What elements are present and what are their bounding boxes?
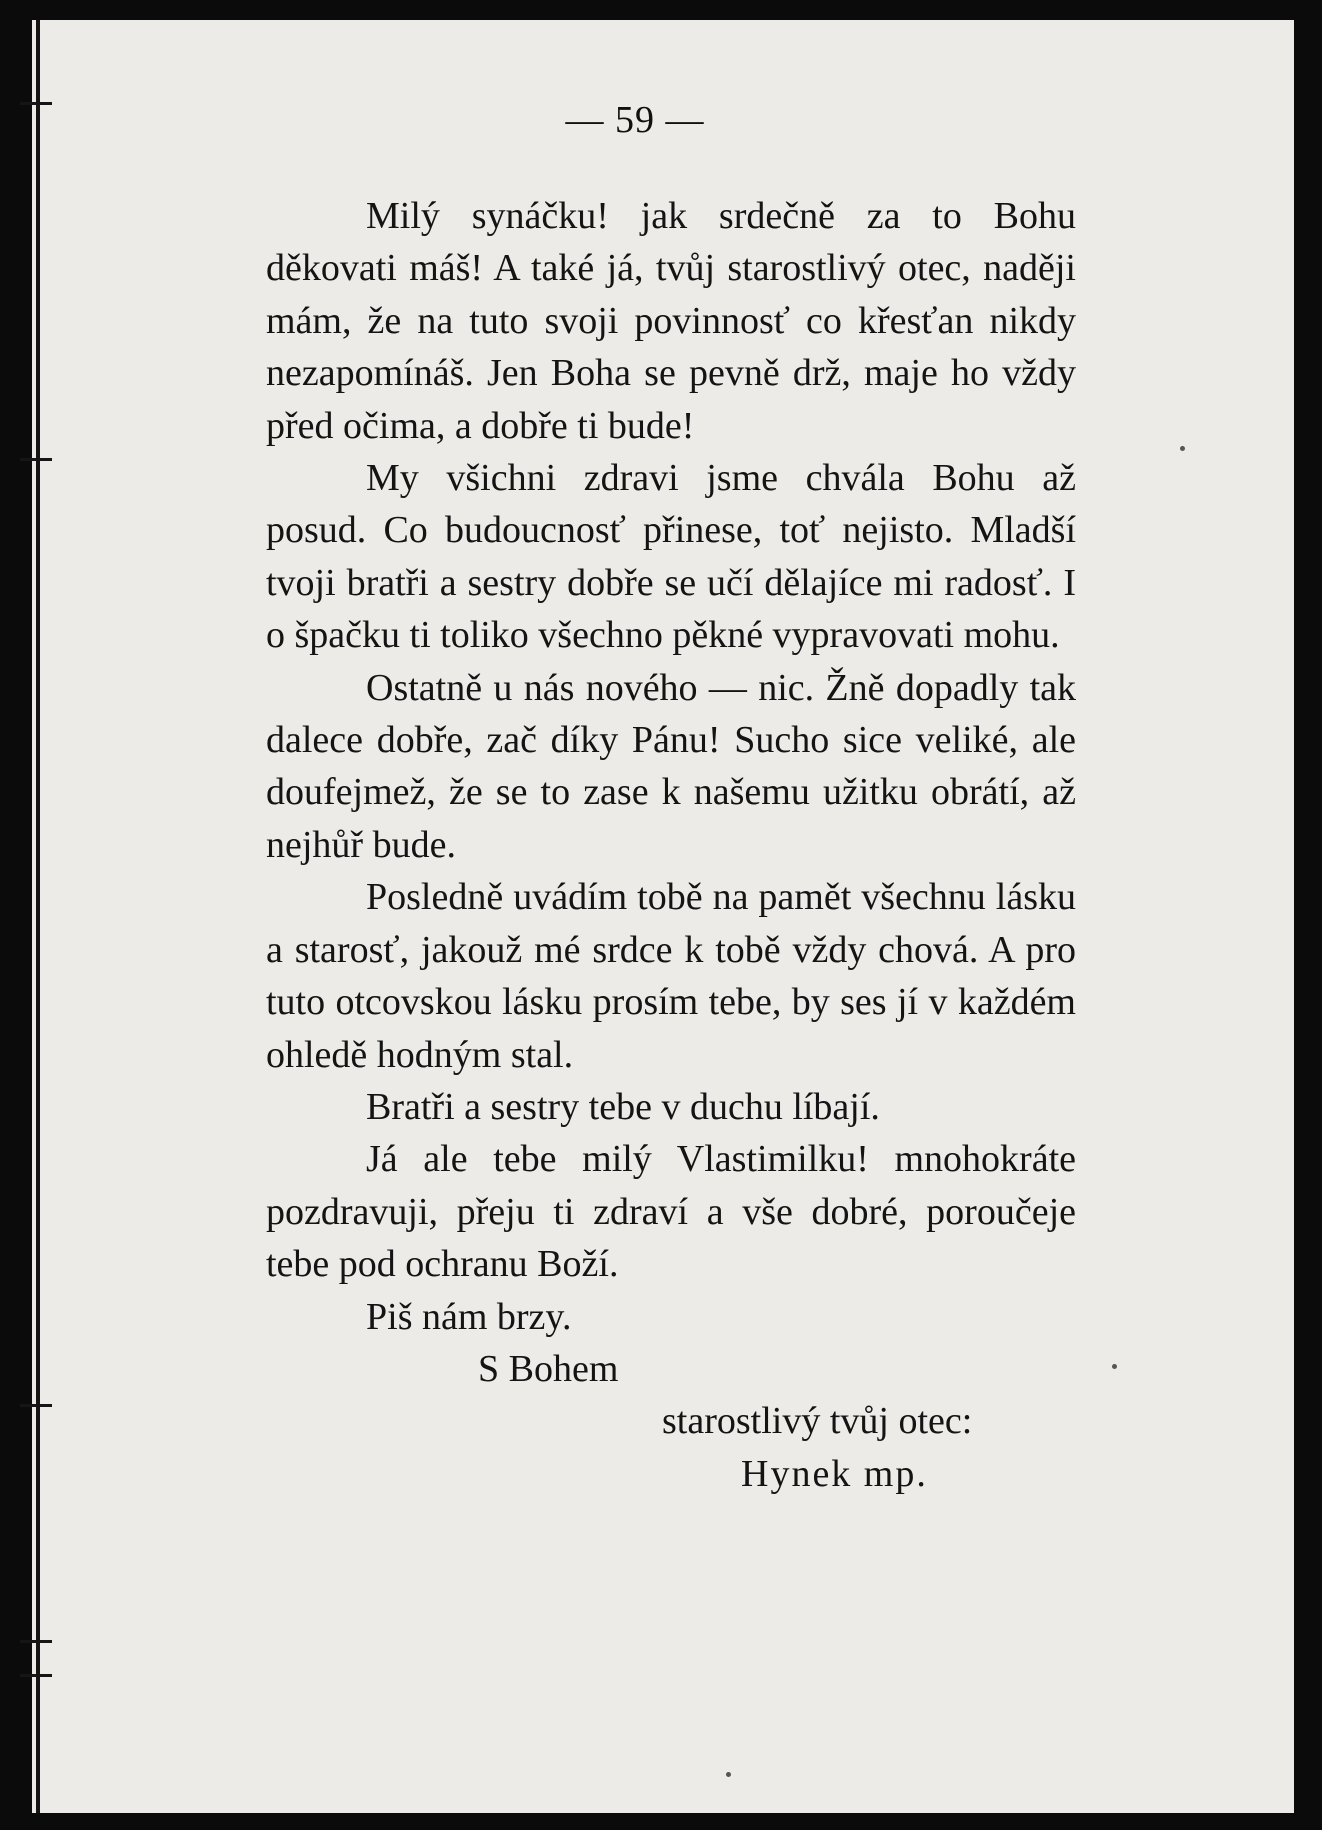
signature-line: starostlivý tvůj otec: — [662, 1400, 973, 1443]
paragraph: Já ale tebe milý Vlastimilku! mnohokráte pozdravuji, přeju ti zdraví a vše dobré, poroučeje tebe pod ochranu Boží. — [266, 1138, 1076, 1286]
paragraph: Posledně uvádím tobě na pamět všechnu lásku a starosť, jakouž mé srdce k tobě vždy chová. A pro tuto otcovskou lásku prosím tebe, by ses jí v každém ohledě hodným stal. — [266, 876, 1076, 1076]
binding-mark — [20, 458, 52, 461]
paragraph: My všichni zdravi jsme chvála Bohu až posud. Co budoucnosť přinese, toť nejisto. Mladší tvoji bratři a sestry dobře se učí dělajíce mi radosť. I o špačku ti toliko všechno pěkné vypravovati mohu. — [266, 457, 1076, 657]
paragraph: Ostatně u nás nového — nic. Žně dopadly tak dalece dobře, zač díky Pánu! Sucho sice veliké, ale doufejmež, že se to zase k našemu užitku obrátí, až nejhůř bude. — [266, 666, 1076, 866]
signature-name: Hynek mp. — [741, 1452, 928, 1495]
farewell: S Bohem — [478, 1347, 619, 1390]
binding-mark — [20, 1404, 52, 1407]
binding-mark — [20, 1640, 52, 1643]
closing-line: Piš nám brzy. — [366, 1295, 572, 1338]
binding-edge — [36, 20, 40, 1813]
paper-speck — [1112, 1364, 1117, 1369]
letter-body — [266, 190, 1076, 1500]
paragraph: Milý synáčku! jak srdečně za to Bohu děkovati máš! A také já, tvůj starostlivý otec, naději mám, že na tuto svoji povinnosť co křesťan nikdy nezapomínáš. Jen Boha se pevně drž, maje ho vždy před očima, a dobře ti bude! — [266, 195, 1076, 447]
paragraph: Bratři a sestry tebe v duchu líbají. — [366, 1085, 880, 1128]
binding-mark — [20, 1674, 52, 1677]
page-number: — 59 — — [565, 99, 705, 141]
paper-speck — [1180, 446, 1185, 451]
paper-speck — [726, 1772, 731, 1777]
